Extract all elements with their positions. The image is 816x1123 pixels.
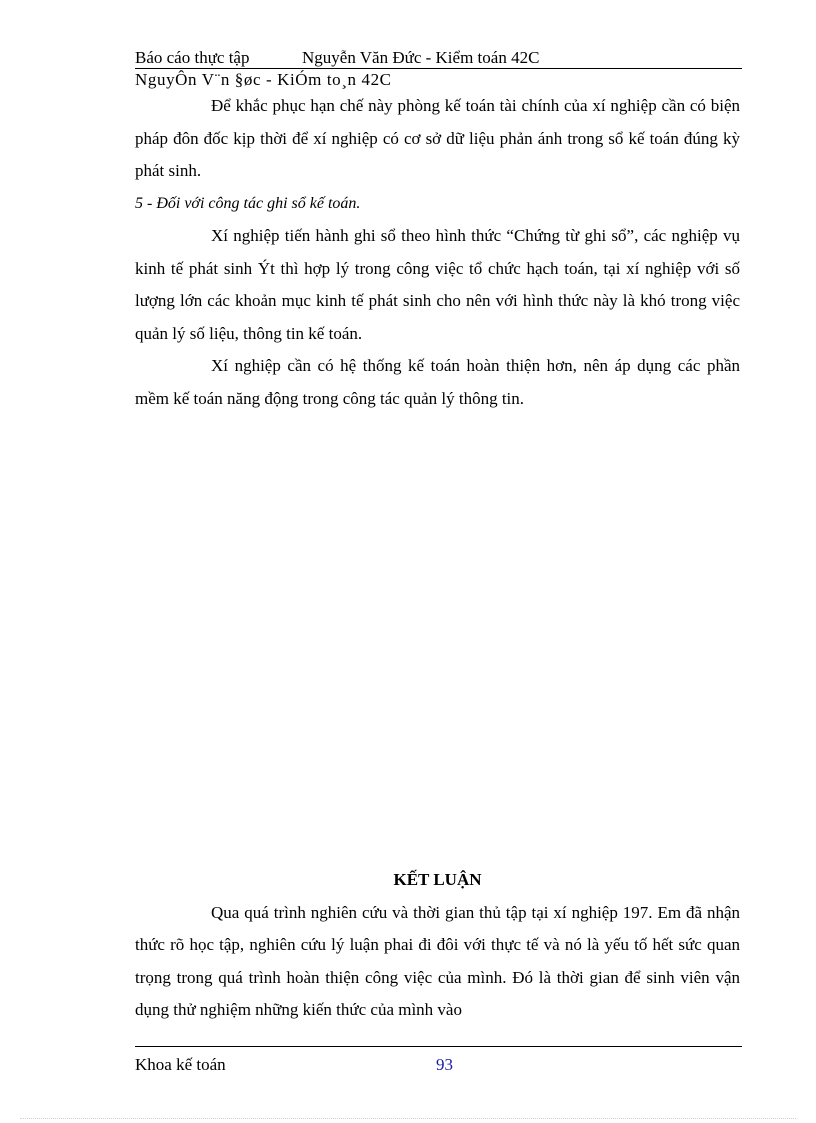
page-number: 93 [436,1055,453,1074]
conclusion-paragraph: Qua quá trình nghiên cứu và thời gian thủ tập tại xí nghiệp 197. Em đã nhận thức rõ học tập, nghiên cứu lý luận phai đi đôi với thực tế và nó là yếu tố hết sức quan trọng trong quá trình hoàn thiện công việc của mình. Đó là thời gian để sinh viên vận dụng thử nghiệm những kiến thức của mình vào [135,902,740,1019]
page-bottom-divider [20,1118,796,1119]
conclusion-title: KẾT LUẬN [393,870,482,889]
conclusion-section [135,864,740,1027]
paragraph-software: Xí nghiệp cần có hệ thống kế toán hoàn thiện hơn, nên áp dụng các phần mềm kế toán năng động trong công tác quản lý thông tin. [135,356,740,408]
department-name: Khoa kế toán [135,1055,226,1074]
author-name: Nguyễn Văn Đức - Kiểm toán 42C [302,48,540,67]
section-heading-bookkeeping: 5 - Đối với công tác ghi sổ kế toán. [135,194,361,212]
header-garbled-author: NguyÔn V¨n §øc - KiÓm to¸n 42C [135,70,392,89]
page-header [135,48,742,91]
header-title-line [135,48,742,69]
page-footer [135,1046,742,1081]
paragraph-bookkeeping: Xí nghiệp tiến hành ghi sổ theo hình thức “Chứng từ ghi sổ”, các nghiệp vụ kinh tế phát sinh Ýt thì hợp lý trong công việc tổ chức hạch toán, tại xí nghiệp với số lượng lớn các khoản mục kinh tế phát sinh cho nên với hình thức này là khó trong việc quản lý số liệu, thông tin kế toán. [135,226,740,343]
paragraph-remedy: Để khắc phục hạn chế này phòng kế toán tài chính của xí nghiệp cần có biện pháp đôn đốc kịp thời để xí nghiệp có cơ sở dữ liệu phản ánh trong sổ kế toán đúng kỳ phát sinh. [135,96,740,180]
report-type: Báo cáo thực tập [135,48,250,67]
main-body [135,90,740,415]
